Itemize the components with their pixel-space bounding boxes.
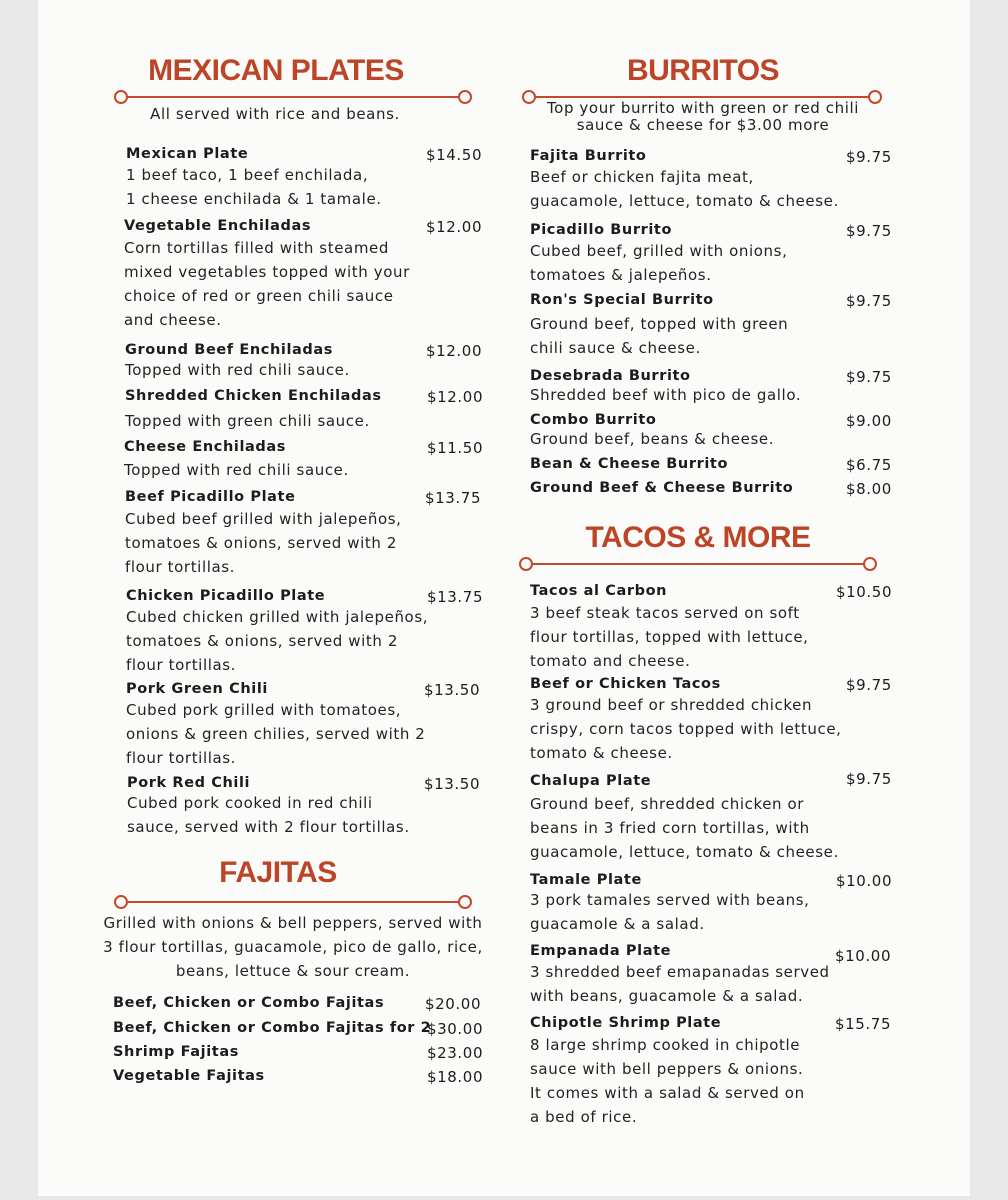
item-description: 3 ground beef or shredded chicken crispy, corn tacos topped with lettuce, tomato & cheese.	[530, 696, 842, 762]
item-price: $30.00	[427, 1020, 484, 1038]
item-description: Topped with red chili sauce.	[124, 461, 349, 479]
item-name: Chipotle Shrimp Plate	[530, 1015, 722, 1031]
item-name: Ground Beef Enchiladas	[125, 342, 334, 358]
item-name: Chalupa Plate	[530, 773, 652, 789]
item-price: $13.75	[427, 588, 484, 606]
item-price: $9.75	[846, 148, 892, 166]
item-description: 1 beef taco, 1 beef enchilada, 1 cheese enchilada & 1 tamale.	[126, 166, 382, 208]
item-description: Topped with red chili sauce.	[125, 361, 350, 379]
item-price: $20.00	[425, 995, 482, 1013]
item-description: Ground beef, beans & cheese.	[530, 430, 775, 448]
item-price: $9.75	[846, 222, 892, 240]
item-price: $9.75	[846, 368, 892, 386]
section-divider	[114, 895, 472, 909]
item-description: 8 large shrimp cooked in chipotle sauce with bell peppers & onions. It comes with a salad & served on a bed of rice.	[530, 1036, 805, 1126]
section-note: Grilled with onions & bell peppers, served with 3 flour tortillas, guacamole, pico de gallo, rice, beans, lettuce & sour cream.	[103, 914, 483, 980]
item-price: $12.00	[426, 342, 483, 360]
section-title-burritos: BURRITOS	[626, 54, 780, 87]
item-price: $12.00	[426, 218, 483, 236]
section-title-tacos-and-more: TACOS & MORE	[585, 521, 811, 554]
item-name: Empanada Plate	[530, 943, 672, 959]
item-name: Vegetable Fajitas	[113, 1068, 265, 1084]
item-description: 3 pork tamales served with beans, guacamole & a salad.	[530, 891, 810, 933]
item-description: Shredded beef with pico de gallo.	[530, 386, 802, 404]
item-description: Cubed beef, grilled with onions, tomatoes & jalepeños.	[530, 242, 788, 284]
item-description: Cubed pork grilled with tomatoes, onions & green chilies, served with 2 flour tortillas.	[126, 701, 426, 767]
item-description: Cubed beef grilled with jalepeños, tomatoes & onions, served with 2 flour tortillas.	[125, 510, 402, 576]
item-description: Topped with green chili sauce.	[125, 412, 370, 430]
item-name: Ron's Special Burrito	[530, 292, 714, 308]
item-description: Ground beef, shredded chicken or beans in 3 fried corn tortillas, with guacamole, lettuce, tomato & cheese.	[530, 795, 839, 861]
item-price: $15.75	[835, 1015, 892, 1033]
item-name: Bean & Cheese Burrito	[530, 456, 729, 472]
item-name: Beef Picadillo Plate	[125, 489, 296, 505]
item-name: Mexican Plate	[126, 146, 249, 162]
item-name: Picadillo Burrito	[530, 222, 673, 238]
item-description: Cubed chicken grilled with jalepeños, tomatoes & onions, served with 2 flour tortillas.	[126, 608, 429, 674]
section-title-mexican-plates: MEXICAN PLATES	[148, 54, 404, 87]
item-name: Cheese Enchiladas	[124, 439, 287, 455]
item-price: $9.75	[846, 676, 892, 694]
item-price: $18.00	[427, 1068, 484, 1086]
item-name: Pork Green Chili	[126, 681, 268, 697]
item-name: Chicken Picadillo Plate	[126, 588, 326, 604]
item-price: $9.75	[846, 770, 892, 788]
item-price: $10.00	[835, 947, 892, 965]
item-name: Beef, Chicken or Combo Fajitas	[113, 995, 385, 1011]
item-name: Beef, Chicken or Combo Fajitas for 2	[113, 1020, 432, 1036]
item-price: $8.00	[846, 480, 892, 498]
item-description: Corn tortillas filled with steamed mixed vegetables topped with your choice of red or green chili sauce and cheese.	[124, 239, 410, 329]
item-name: Desebrada Burrito	[530, 368, 691, 384]
item-price: $12.00	[427, 388, 484, 406]
item-name: Combo Burrito	[530, 412, 657, 428]
item-price: $11.50	[427, 439, 484, 457]
item-price: $9.75	[846, 292, 892, 310]
item-name: Shredded Chicken Enchiladas	[125, 388, 382, 404]
item-price: $10.00	[836, 872, 893, 890]
item-name: Shrimp Fajitas	[113, 1044, 239, 1060]
item-name: Pork Red Chili	[127, 775, 251, 791]
item-name: Fajita Burrito	[530, 148, 647, 164]
item-price: $14.50	[426, 146, 483, 164]
section-note: Top your burrito with green or red chili sauce & cheese for $3.00 more	[546, 99, 860, 134]
section-note: All served with rice and beans.	[150, 105, 400, 123]
item-description: Cubed pork cooked in red chili sauce, served with 2 flour tortillas.	[127, 794, 410, 836]
item-price: $23.00	[427, 1044, 484, 1062]
item-price: $13.50	[424, 775, 481, 793]
section-divider	[519, 557, 877, 571]
item-price: $10.50	[836, 583, 893, 601]
item-name: Beef or Chicken Tacos	[530, 676, 721, 692]
item-description: 3 beef steak tacos served on soft flour tortillas, topped with lettuce, tomato and cheese.	[530, 604, 809, 670]
item-price: $6.75	[846, 456, 892, 474]
item-description: Beef or chicken fajita meat, guacamole, lettuce, tomato & cheese.	[530, 168, 839, 210]
section-title-fajitas: FAJITAS	[219, 856, 337, 889]
item-price: $13.50	[424, 681, 481, 699]
item-name: Vegetable Enchiladas	[124, 218, 312, 234]
item-description: 3 shredded beef emapanadas served with beans, guacamole & a salad.	[530, 963, 830, 1005]
item-description: Ground beef, topped with green chili sauce & cheese.	[530, 315, 789, 357]
menu-page	[38, 0, 970, 1196]
item-name: Ground Beef & Cheese Burrito	[530, 480, 794, 496]
item-name: Tamale Plate	[530, 872, 642, 888]
item-price: $13.75	[425, 489, 482, 507]
item-price: $9.00	[846, 412, 892, 430]
item-name: Tacos al Carbon	[530, 583, 668, 599]
